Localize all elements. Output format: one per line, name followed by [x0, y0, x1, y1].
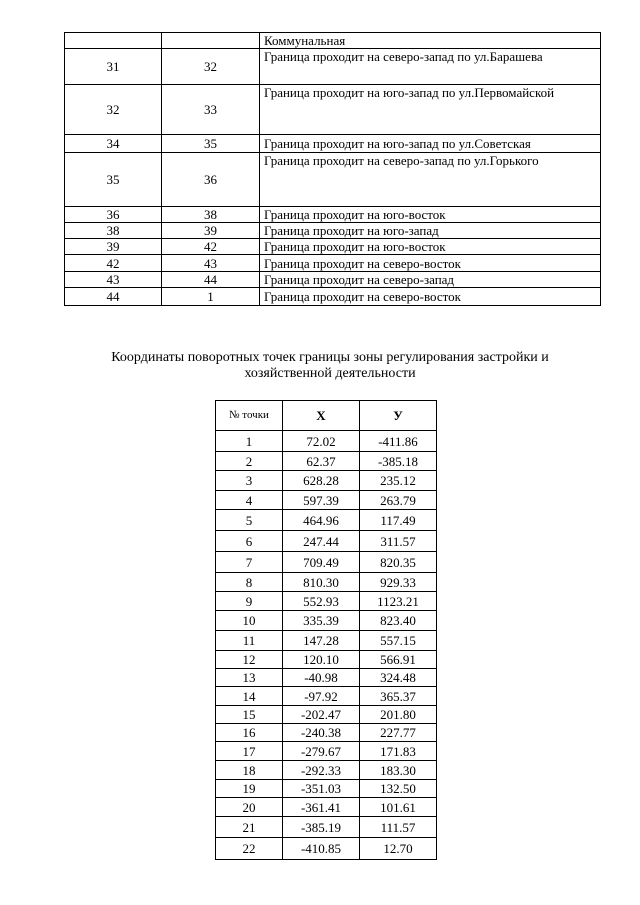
coordinate-row — [216, 491, 437, 510]
x-coordinate: 120.10 — [283, 651, 360, 669]
boundary-row — [65, 288, 601, 306]
boundary-to-point: 1 — [162, 288, 260, 306]
x-coordinate: -240.38 — [283, 724, 360, 742]
boundary-to-point: 33 — [162, 85, 260, 135]
coordinate-row — [216, 742, 437, 761]
boundary-row — [65, 223, 601, 239]
boundary-row — [65, 239, 601, 255]
coordinate-row — [216, 798, 437, 817]
x-coordinate: 464.96 — [283, 510, 360, 531]
point-number: 5 — [216, 510, 283, 531]
x-coordinate: -385.19 — [283, 817, 360, 838]
coordinate-row — [216, 838, 437, 860]
coordinate-row — [216, 780, 437, 798]
boundary-row — [65, 255, 601, 272]
boundary-from-point: 34 — [65, 135, 162, 153]
point-number: 1 — [216, 431, 283, 452]
coordinates-header-row — [216, 401, 437, 431]
y-coordinate: 820.35 — [360, 552, 437, 573]
boundary-from-point: 39 — [65, 239, 162, 255]
boundary-row — [65, 272, 601, 288]
boundary-to-point — [162, 33, 260, 49]
x-coordinate: -279.67 — [283, 742, 360, 761]
y-coordinate: 324.48 — [360, 669, 437, 687]
boundary-description: Граница проходит на северо-восток — [260, 255, 601, 272]
boundary-row — [65, 33, 601, 49]
coordinate-row — [216, 651, 437, 669]
x-coordinate: -40.98 — [283, 669, 360, 687]
boundary-description: Граница проходит на северо-запад по ул.Барашева — [260, 49, 601, 85]
x-coordinate: 335.39 — [283, 611, 360, 631]
x-coordinate: 147.28 — [283, 631, 360, 651]
boundary-row — [65, 49, 601, 85]
y-coordinate: 566.91 — [360, 651, 437, 669]
x-header: X — [283, 401, 360, 431]
boundary-description: Граница проходит на юго-восток — [260, 239, 601, 255]
boundary-to-point: 43 — [162, 255, 260, 272]
point-number: 19 — [216, 780, 283, 798]
boundary-to-point: 32 — [162, 49, 260, 85]
x-coordinate: 709.49 — [283, 552, 360, 573]
coordinate-row — [216, 817, 437, 838]
x-coordinate: 597.39 — [283, 491, 360, 510]
coordinates-heading: Координаты поворотных точек границы зоны регулирования застройки и хозяйственной деятельности — [111, 350, 549, 381]
y-coordinate: -411.86 — [360, 431, 437, 452]
point-number: 15 — [216, 706, 283, 724]
coordinate-row — [216, 471, 437, 491]
boundary-row — [65, 153, 601, 207]
y-coordinate: 235.12 — [360, 471, 437, 491]
coordinate-row — [216, 452, 437, 471]
coordinate-row — [216, 510, 437, 531]
point-number: 21 — [216, 817, 283, 838]
point-number: 8 — [216, 573, 283, 592]
x-coordinate: 810.30 — [283, 573, 360, 592]
x-coordinate: -292.33 — [283, 761, 360, 780]
boundary-from-point: 42 — [65, 255, 162, 272]
point-number: 2 — [216, 452, 283, 471]
boundary-description-table — [64, 32, 601, 306]
y-coordinate: -385.18 — [360, 452, 437, 471]
boundary-table-body — [65, 33, 601, 306]
x-coordinate: 62.37 — [283, 452, 360, 471]
boundary-from-point: 31 — [65, 49, 162, 85]
boundary-to-point: 35 — [162, 135, 260, 153]
coordinate-row — [216, 573, 437, 592]
boundary-description: Граница проходит на северо-восток — [260, 288, 601, 306]
point-number: 11 — [216, 631, 283, 651]
point-number: 16 — [216, 724, 283, 742]
boundary-row — [65, 85, 601, 135]
boundary-description: Граница проходит на северо-запад по ул.Горького — [260, 153, 601, 207]
coordinate-row — [216, 687, 437, 706]
coordinate-row — [216, 724, 437, 742]
y-coordinate: 111.57 — [360, 817, 437, 838]
point-number: 12 — [216, 651, 283, 669]
y-coordinate: 171.83 — [360, 742, 437, 761]
boundary-description: Граница проходит на юго-запад — [260, 223, 601, 239]
x-coordinate: 247.44 — [283, 531, 360, 552]
y-coordinate: 183.30 — [360, 761, 437, 780]
coordinate-row — [216, 631, 437, 651]
y-coordinate: 12.70 — [360, 838, 437, 860]
y-header: У — [360, 401, 437, 431]
boundary-description: Граница проходит на юго-восток — [260, 207, 601, 223]
boundary-to-point: 42 — [162, 239, 260, 255]
y-coordinate: 311.57 — [360, 531, 437, 552]
coordinate-row — [216, 706, 437, 724]
point-number: 22 — [216, 838, 283, 860]
boundary-from-point: 35 — [65, 153, 162, 207]
x-coordinate: -410.85 — [283, 838, 360, 860]
y-coordinate: 365.37 — [360, 687, 437, 706]
x-coordinate: 628.28 — [283, 471, 360, 491]
point-number-header: № точки — [216, 401, 283, 431]
coordinate-row — [216, 431, 437, 452]
point-number: 20 — [216, 798, 283, 817]
coordinate-row — [216, 552, 437, 573]
boundary-to-point: 36 — [162, 153, 260, 207]
boundary-description: Граница проходит на юго-запад по ул.Первомайской — [260, 85, 601, 135]
x-coordinate: -361.41 — [283, 798, 360, 817]
point-number: 4 — [216, 491, 283, 510]
coordinate-row — [216, 669, 437, 687]
boundary-from-point: 43 — [65, 272, 162, 288]
y-coordinate: 227.77 — [360, 724, 437, 742]
boundary-from-point: 44 — [65, 288, 162, 306]
point-number: 14 — [216, 687, 283, 706]
y-coordinate: 929.33 — [360, 573, 437, 592]
boundary-description: Граница проходит на юго-запад по ул.Советская — [260, 135, 601, 153]
coordinate-row — [216, 592, 437, 611]
boundary-from-point — [65, 33, 162, 49]
point-number: 7 — [216, 552, 283, 573]
point-number: 3 — [216, 471, 283, 491]
boundary-description: Граница проходит на северо-запад — [260, 272, 601, 288]
boundary-from-point: 38 — [65, 223, 162, 239]
point-number: 13 — [216, 669, 283, 687]
point-number: 9 — [216, 592, 283, 611]
boundary-from-point: 32 — [65, 85, 162, 135]
y-coordinate: 132.50 — [360, 780, 437, 798]
coordinates-table — [215, 400, 437, 860]
coordinate-row — [216, 531, 437, 552]
boundary-description: Коммунальная — [260, 33, 601, 49]
boundary-to-point: 39 — [162, 223, 260, 239]
boundary-from-point: 36 — [65, 207, 162, 223]
x-coordinate: -97.92 — [283, 687, 360, 706]
x-coordinate: -351.03 — [283, 780, 360, 798]
y-coordinate: 101.61 — [360, 798, 437, 817]
point-number: 17 — [216, 742, 283, 761]
y-coordinate: 1123.21 — [360, 592, 437, 611]
y-coordinate: 117.49 — [360, 510, 437, 531]
point-number: 10 — [216, 611, 283, 631]
y-coordinate: 557.15 — [360, 631, 437, 651]
x-coordinate: -202.47 — [283, 706, 360, 724]
coordinates-table-body — [216, 431, 437, 860]
coordinate-row — [216, 761, 437, 780]
point-number: 6 — [216, 531, 283, 552]
boundary-row — [65, 135, 601, 153]
y-coordinate: 823.40 — [360, 611, 437, 631]
point-number: 18 — [216, 761, 283, 780]
y-coordinate: 201.80 — [360, 706, 437, 724]
coordinate-row — [216, 611, 437, 631]
x-coordinate: 72.02 — [283, 431, 360, 452]
x-coordinate: 552.93 — [283, 592, 360, 611]
boundary-to-point: 38 — [162, 207, 260, 223]
y-coordinate: 263.79 — [360, 491, 437, 510]
boundary-row — [65, 207, 601, 223]
boundary-to-point: 44 — [162, 272, 260, 288]
